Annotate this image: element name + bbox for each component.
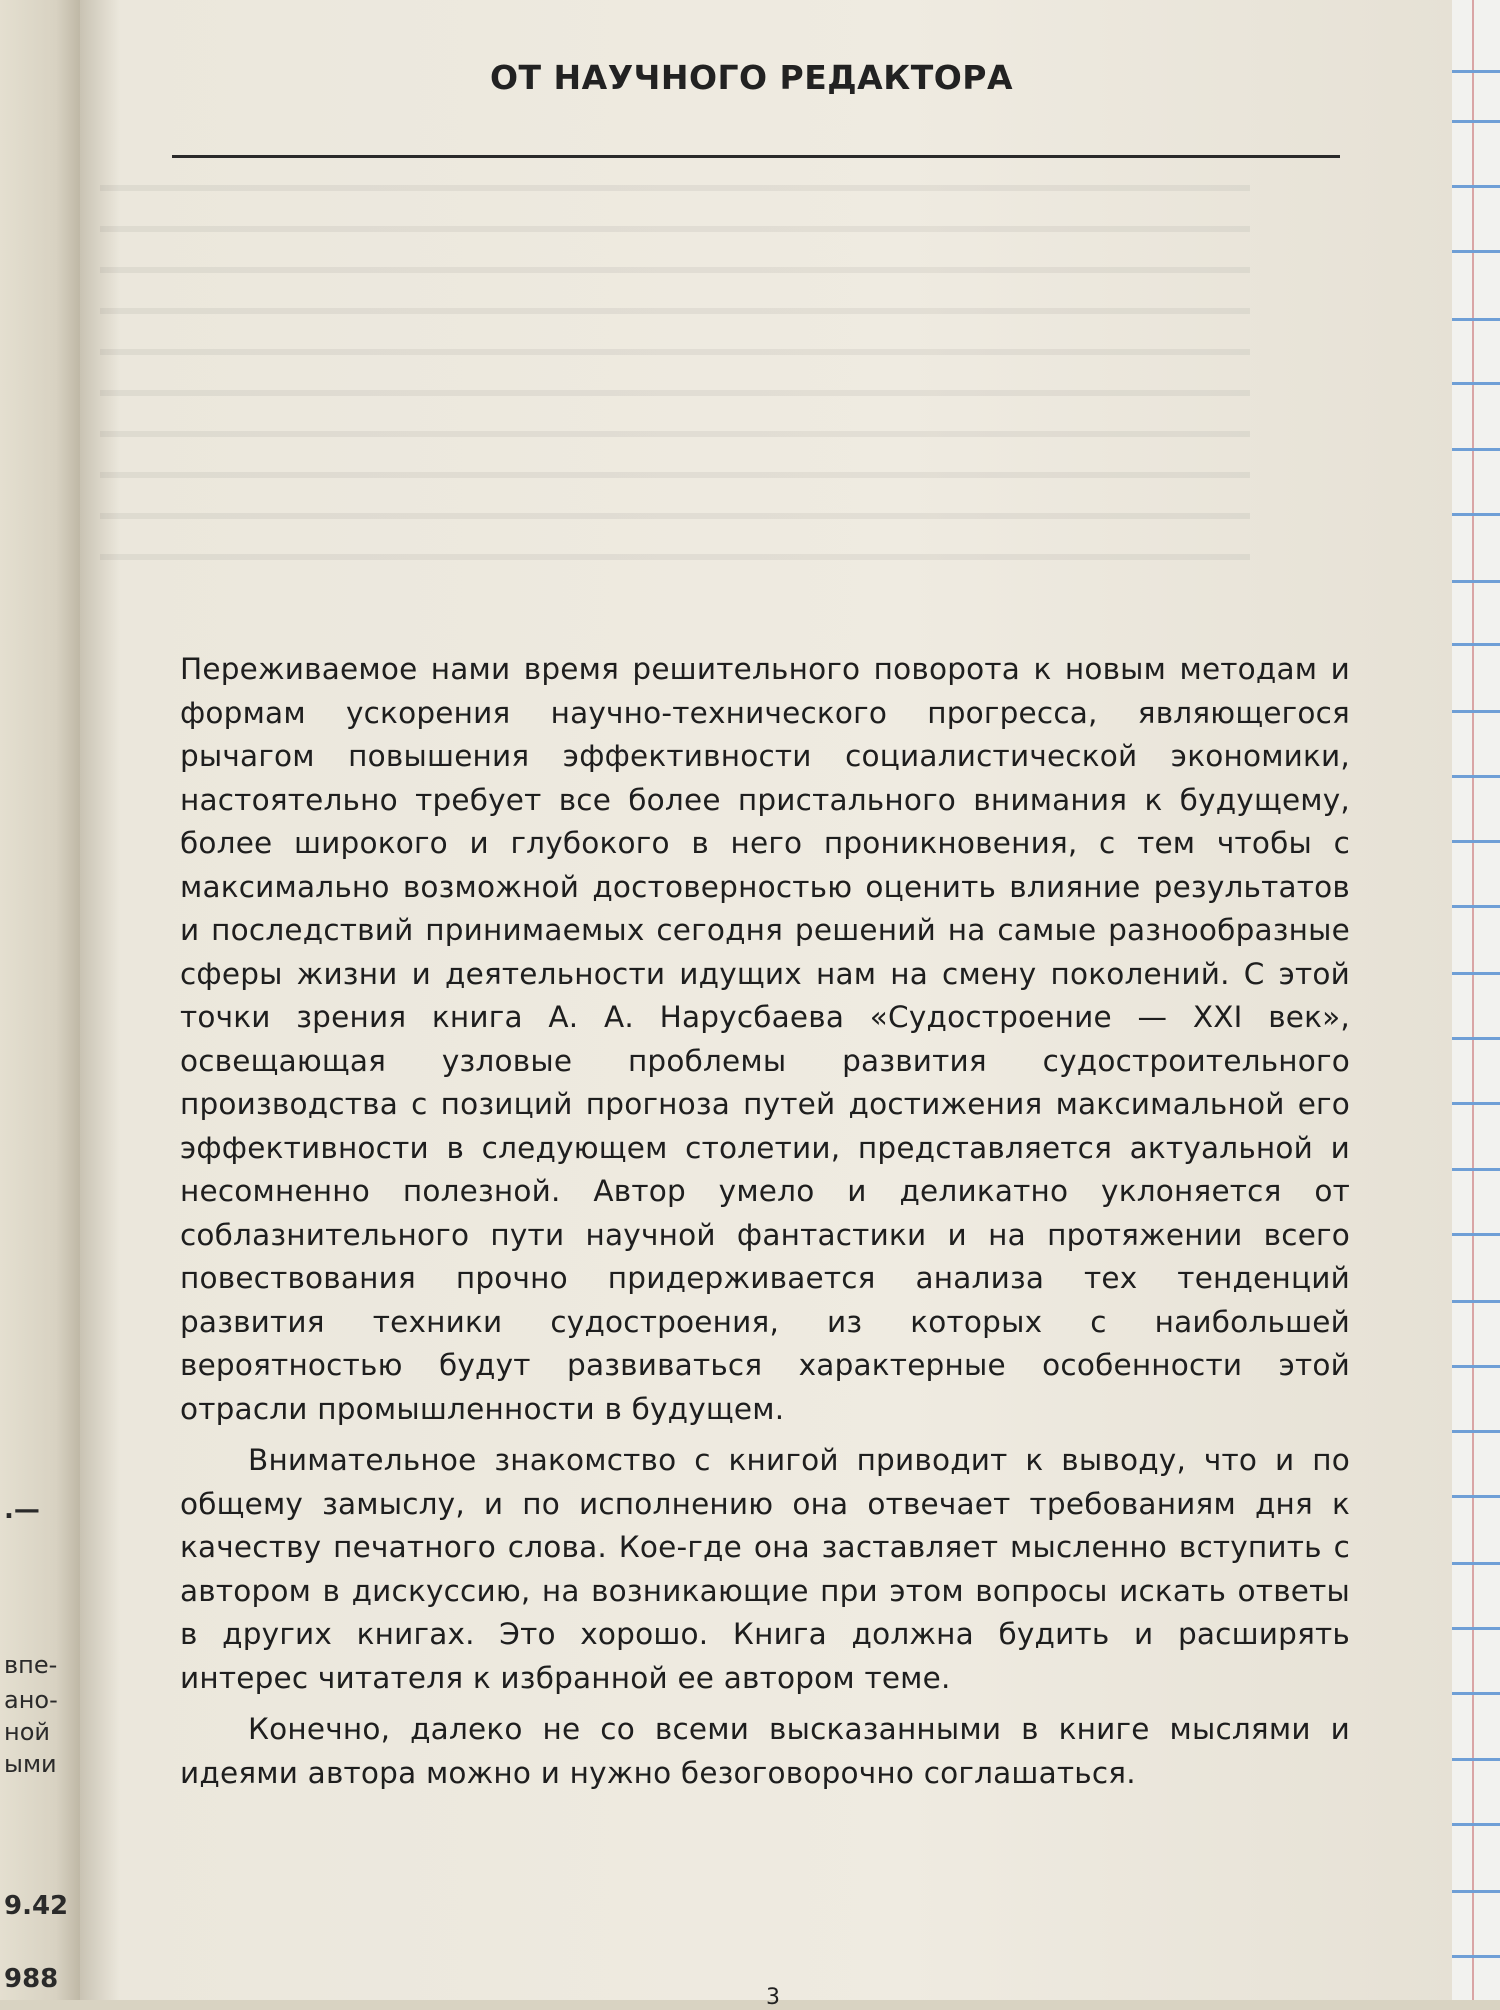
ruled-line bbox=[1452, 1562, 1500, 1565]
margin-line bbox=[1472, 0, 1474, 2000]
ruled-line bbox=[1452, 1627, 1500, 1630]
paragraph: Внимательное знакомство с книгой приводит к выводу, что и по общему замыслу, и по исполнению она отвечает требованиям дня к качеству печатного слова. Кое-где она заставляет мысленно вступить с автором в дискуссию, на возникающие при этом вопросы искать ответы в других книгах. Это хорошо. Книга должна будить и расширять интерес читателя к избранной ее автором теме. bbox=[180, 1443, 1350, 1695]
adjacent-fragment: ыми bbox=[4, 1750, 57, 1778]
adjacent-page-strip bbox=[0, 0, 80, 2000]
ruled-line bbox=[1452, 1890, 1500, 1893]
ruled-line bbox=[1452, 318, 1500, 321]
ruled-line bbox=[1452, 905, 1500, 908]
ruled-line bbox=[1452, 1300, 1500, 1303]
body-text bbox=[180, 648, 1350, 1803]
page-number: 3 bbox=[766, 1985, 780, 2010]
adjacent-fragment: ано- bbox=[4, 1686, 58, 1714]
ruled-line bbox=[1452, 1955, 1500, 1958]
adjacent-fragment: 9.42 bbox=[4, 1891, 69, 1921]
ruled-line bbox=[1452, 185, 1500, 188]
ruled-line bbox=[1452, 1823, 1500, 1826]
adjacent-fragment: 988 bbox=[4, 1964, 59, 1994]
ruled-line bbox=[1452, 580, 1500, 583]
ruled-line bbox=[1452, 1758, 1500, 1761]
ruled-line bbox=[1452, 70, 1500, 73]
book-page bbox=[80, 0, 1455, 2010]
adjacent-fragment: впе- bbox=[4, 1651, 58, 1679]
header-divider bbox=[172, 155, 1340, 158]
ruled-line bbox=[1452, 448, 1500, 451]
ruled-line bbox=[1452, 710, 1500, 713]
ruled-line bbox=[1452, 1495, 1500, 1498]
ruled-line bbox=[1452, 1102, 1500, 1105]
paragraph: Конечно, далеко не со всеми высказанными в книге мыслями и идеями автора можно и нужно безоговорочно соглашаться. bbox=[180, 1712, 1350, 1790]
ruled-line bbox=[1452, 1037, 1500, 1040]
ruled-line bbox=[1452, 513, 1500, 516]
ruled-line bbox=[1452, 1692, 1500, 1695]
ruled-line bbox=[1452, 775, 1500, 778]
ruled-line bbox=[1452, 1430, 1500, 1433]
notebook-paper-edge bbox=[1452, 0, 1500, 2000]
bleed-through-text bbox=[100, 185, 1250, 625]
paragraph: Переживаемое нами время решительного поворота к новым методам и формам ускорения научно-технического прогресса, являющегося рычагом повышения эффективности социалистической экономики, настоятельно требует все более пристального внимания к будущему, более широкого и глубокого в него проникновения, с тем чтобы с максимально возможной достоверностью оценить влияние результатов и последствий принимаемых сегодня решений на самые разнообразные сферы жизни и деятельности идущих нам на смену поколений. С этой точки зрения книга А. А. Нарусбаева «Судостроение — XXI век», освещающая узловые проблемы развития судостроительного производства с позиций прогноза путей достижения максимальной его эффективности в следующем столетии, представляется актуальной и несомненно полезной. Автор умело и деликатно уклоняется от соблазнительного пути научной фантастики и на протяжении всего повествования прочно придерживается анализа тех тенденций развития техники судостроения, из которых с наибольшей вероятностью будут развиваться характерные особенности этой отрасли промышленности в будущем. bbox=[180, 652, 1350, 1426]
ruled-line bbox=[1452, 120, 1500, 123]
ruled-line bbox=[1452, 972, 1500, 975]
ruled-line bbox=[1452, 250, 1500, 253]
adjacent-fragment: .— bbox=[4, 1495, 40, 1525]
ruled-line bbox=[1452, 1233, 1500, 1236]
ruled-line bbox=[1452, 382, 1500, 385]
adjacent-fragment: ной bbox=[4, 1718, 50, 1746]
ruled-line bbox=[1452, 643, 1500, 646]
page-title: ОТ НАУЧНОГО РЕДАКТОРА bbox=[490, 58, 1013, 97]
ruled-line bbox=[1452, 840, 1500, 843]
ruled-line bbox=[1452, 1168, 1500, 1171]
ruled-line bbox=[1452, 1365, 1500, 1368]
